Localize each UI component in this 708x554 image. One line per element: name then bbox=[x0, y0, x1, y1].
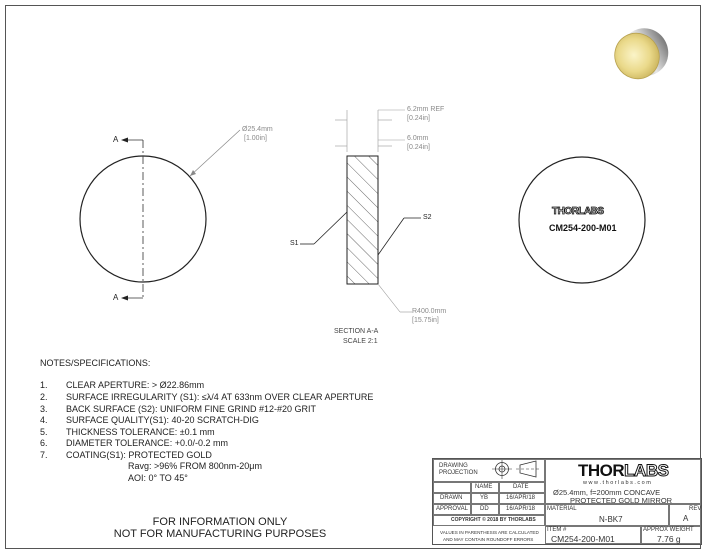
front-view bbox=[80, 130, 240, 301]
rev-value: A bbox=[683, 514, 689, 523]
note-text: DIAMETER TOLERANCE: +0.0/-0.2 mm bbox=[66, 438, 228, 448]
back-view-circle bbox=[519, 157, 645, 283]
radius-dimension: R400.0mm bbox=[412, 308, 447, 315]
approval-label: APPROVAL bbox=[436, 506, 468, 512]
note-number: 5. bbox=[40, 427, 48, 437]
copyright-text: COPYRIGHT © 2018 BY THORLABS bbox=[451, 517, 536, 523]
note-item bbox=[40, 392, 373, 402]
note-item bbox=[40, 438, 228, 448]
drawn-label: DRAWN bbox=[440, 495, 463, 501]
item-value: CM254-200-M01 bbox=[551, 534, 615, 544]
thickness-dimension: 6.0mm bbox=[407, 135, 429, 142]
part-description-2: PROTECTED GOLD MIRROR bbox=[570, 496, 673, 505]
blank-cell bbox=[433, 482, 471, 493]
values-note-1: VALUES IN PARENTHESIS ARE CALCULATED bbox=[440, 530, 539, 535]
thickness-ref-dimension: 6.2mm REF bbox=[407, 106, 445, 113]
label-a-bottom: A bbox=[113, 293, 119, 302]
note-number: 3. bbox=[40, 404, 48, 414]
section-title: SECTION A-A bbox=[334, 328, 379, 335]
projection-label-2: PROJECTION bbox=[439, 470, 478, 476]
thorlabs-logo bbox=[578, 461, 668, 481]
approval-date: 16/APR/18 bbox=[506, 506, 536, 512]
note-item bbox=[40, 380, 204, 390]
approval-name: DD bbox=[480, 506, 489, 512]
not-for-manufacturing-notice: NOT FOR MANUFACTURING PURPOSES bbox=[113, 528, 327, 540]
radius-inch: [15.75in] bbox=[412, 317, 439, 324]
drawn-name: YB bbox=[480, 495, 489, 501]
rev-label: REV bbox=[689, 506, 702, 512]
note-item bbox=[40, 415, 259, 425]
drawn-date: 16/APR/18 bbox=[506, 495, 536, 501]
coating-reflectance: Ravg: >96% FROM 800nm-20μm bbox=[128, 461, 262, 471]
note-item bbox=[40, 427, 215, 437]
thickness-ref-inch: [0.24in] bbox=[407, 115, 430, 122]
surface-s2-label: S2 bbox=[423, 214, 432, 221]
note-item bbox=[40, 450, 212, 460]
engraving-brand: THORLABS bbox=[552, 206, 604, 217]
label-a-top: A bbox=[113, 135, 119, 144]
projection-label-1: DRAWING bbox=[439, 463, 468, 469]
diameter-dimension-inch: [1.00in] bbox=[244, 135, 267, 142]
note-text: BACK SURFACE (S2): UNIFORM FINE GRIND #12-#20 GRIT bbox=[66, 404, 317, 414]
thickness-inch: [0.24in] bbox=[407, 144, 430, 151]
notes-title: NOTES/SPECIFICATIONS: bbox=[40, 358, 151, 368]
material-value: N-BK7 bbox=[599, 515, 623, 524]
website-text: w w w . t h o r l a b s . c o m bbox=[583, 480, 651, 486]
item-label: ITEM # bbox=[547, 527, 567, 533]
surface-s1-label: S1 bbox=[290, 240, 299, 247]
note-text: CLEAR APERTURE: > Ø22.86mm bbox=[66, 380, 205, 390]
info-only-notice: FOR INFORMATION ONLY bbox=[152, 516, 288, 528]
note-number: 4. bbox=[40, 415, 48, 425]
note-number: 1. bbox=[40, 380, 48, 390]
date-header: DATE bbox=[513, 484, 529, 490]
logo-labs: LABS bbox=[624, 461, 669, 480]
note-number: 2. bbox=[40, 392, 48, 402]
values-note-2: AND MAY CONTAIN ROUNDOFF ERRORS bbox=[443, 537, 534, 542]
name-header: NAME bbox=[475, 484, 493, 490]
note-item bbox=[40, 404, 316, 414]
diameter-dimension: Ø25.4mm bbox=[242, 126, 273, 133]
weight-label: APPROX WEIGHT bbox=[643, 527, 694, 533]
note-text: THICKNESS TOLERANCE: ±0.1 mm bbox=[66, 427, 215, 437]
title-block bbox=[432, 458, 702, 545]
note-text: COATING(S1): PROTECTED GOLD bbox=[66, 450, 212, 460]
coating-aoi: AOI: 0° TO 45° bbox=[128, 473, 188, 483]
engraving-part-number: CM254-200-M01 bbox=[549, 223, 617, 233]
note-number: 7. bbox=[40, 450, 48, 460]
logo-thor: THOR bbox=[578, 461, 625, 480]
material-label: MATERIAL bbox=[547, 506, 577, 512]
section-view bbox=[300, 110, 421, 312]
part-description-1: Ø25.4mm, f=200mm CONCAVE bbox=[553, 488, 661, 497]
note-text: SURFACE QUALITY(S1): 40-20 SCRATCH-DIG bbox=[66, 415, 259, 425]
section-scale: SCALE 2:1 bbox=[343, 338, 378, 345]
note-text: SURFACE IRREGULARITY (S1): ≤λ/4 AT 633nm OVER CLEAR APERTURE bbox=[66, 392, 374, 402]
weight-value: 7.76 g bbox=[657, 534, 681, 544]
product-image bbox=[606, 20, 676, 87]
note-number: 6. bbox=[40, 438, 48, 448]
